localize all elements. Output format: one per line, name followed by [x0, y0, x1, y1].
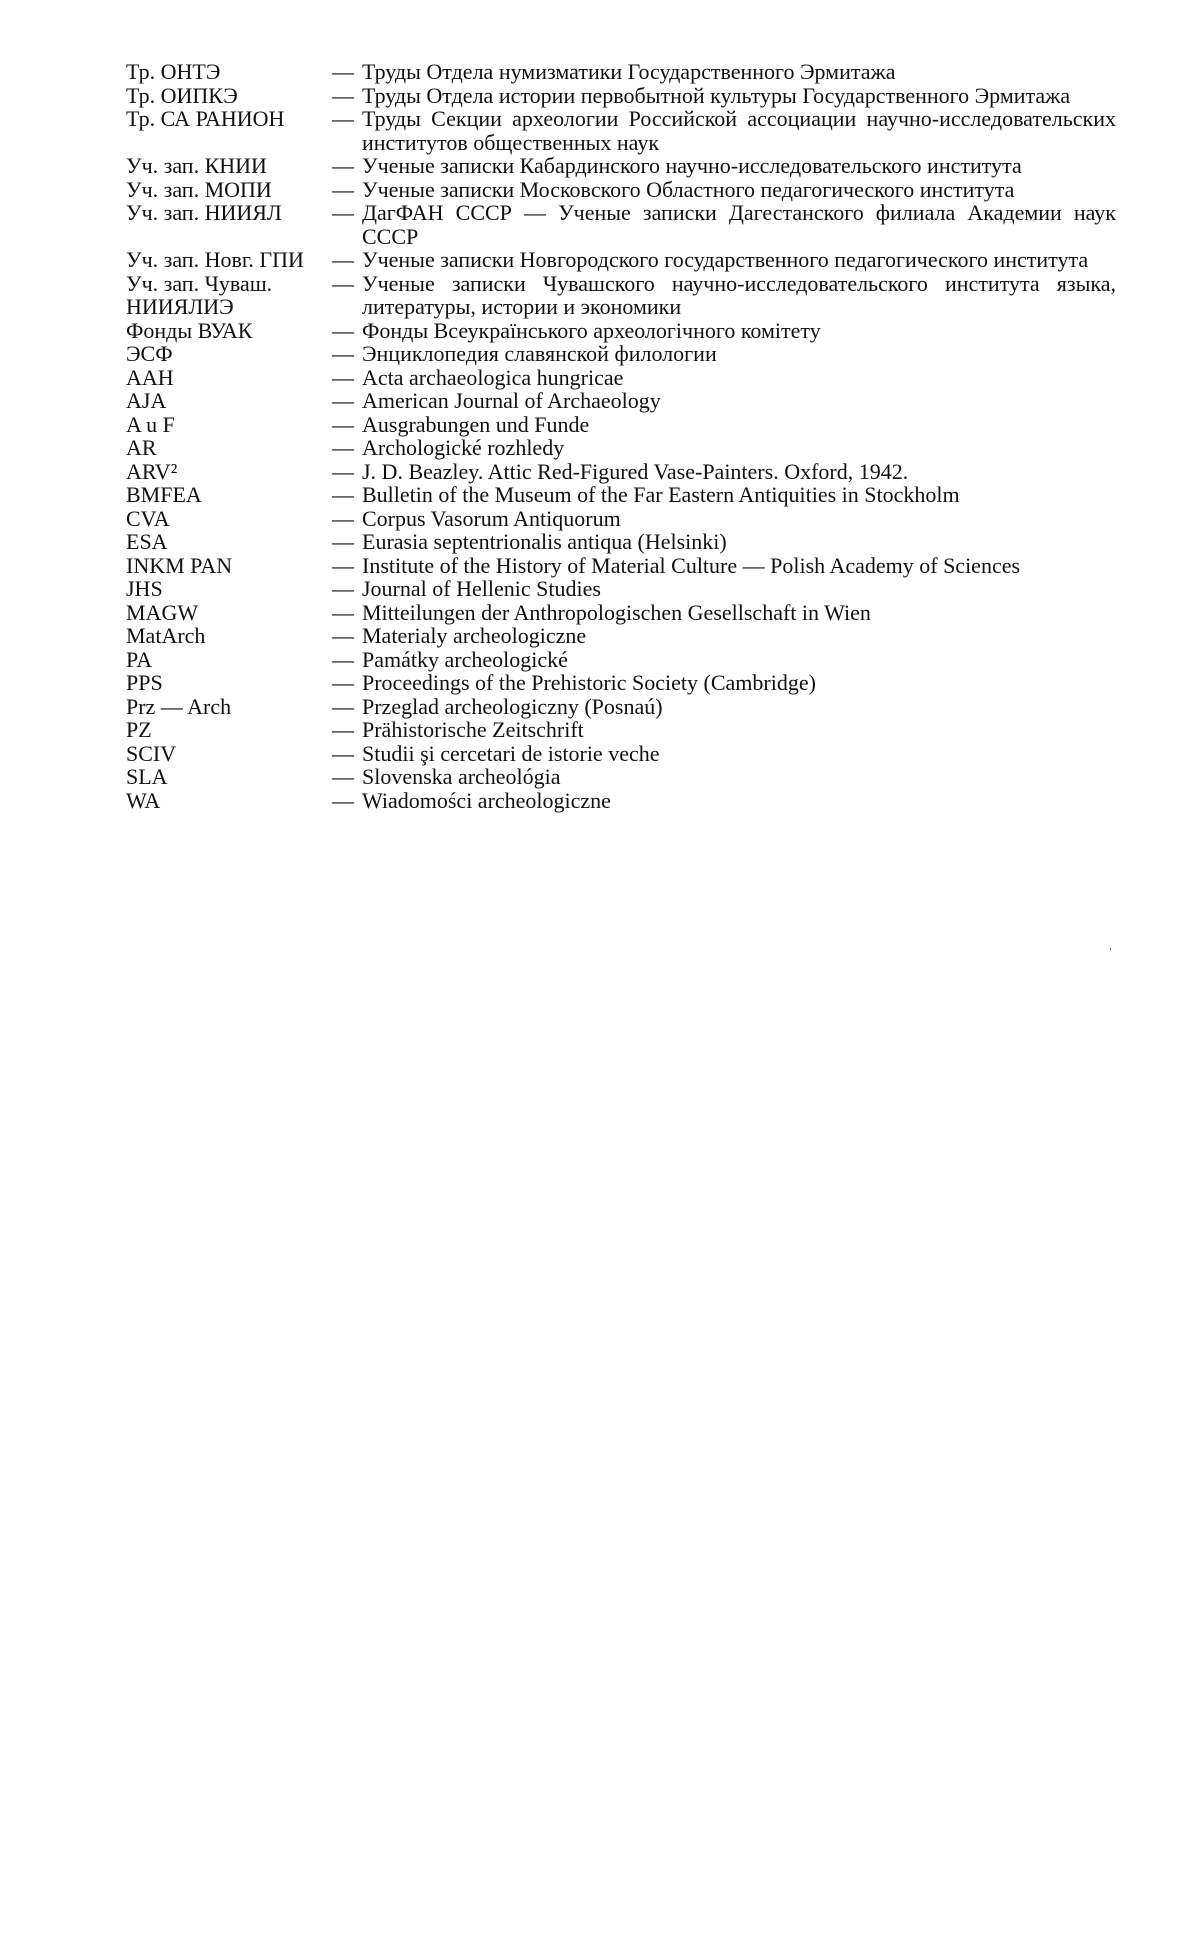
list-item: [126, 742, 1116, 766]
separator-dash: —: [332, 388, 354, 413]
abbreviation-description: Eurasia septentrionalis antiqua (Helsinki): [362, 529, 727, 554]
abbreviation: INKM PAN: [126, 552, 233, 578]
separator-dash: —: [332, 693, 354, 719]
abbreviation: BMFEA: [126, 482, 202, 507]
abbreviation: ARV²: [126, 458, 178, 484]
separator-dash: —: [332, 247, 354, 272]
abbreviation: Уч. зап. КНИИ: [126, 153, 267, 178]
list-item: [126, 272, 1116, 319]
separator-dash: —: [332, 670, 354, 695]
list-item: [126, 436, 1116, 460]
list-item: [126, 342, 1116, 366]
abbreviation-description: American Journal of Archaeology: [362, 388, 661, 413]
list-item: [126, 648, 1116, 672]
abbreviation-description: Труды Секции археологии Российской ассоциации научно-исследовательских институтов общественных наук: [362, 106, 1116, 155]
separator-dash: —: [332, 270, 354, 296]
list-item: [126, 154, 1116, 178]
abbreviation-description: Ученые записки Кабардинского научно-исследовательского института: [362, 153, 1022, 178]
abbreviation-description: Фонды Всеукраїнського археологічного комітету: [362, 317, 821, 343]
separator-dash: —: [332, 787, 354, 813]
abbreviation: Prz — Arch: [126, 693, 232, 719]
abbreviation: AJA: [126, 388, 167, 413]
list-item: [126, 84, 1116, 108]
list-item: [126, 601, 1116, 625]
abbreviation-description: Wiadomości archeologiczne: [362, 787, 611, 813]
abbreviation-description: Mitteilungen der Anthropologischen Gesellschaft in Wien: [362, 599, 871, 625]
list-item: [126, 718, 1116, 742]
list-item: [126, 483, 1116, 507]
separator-dash: —: [332, 482, 354, 507]
abbreviation: PPS: [126, 670, 163, 695]
abbreviation: MatArch: [126, 623, 206, 648]
abbreviation-description: Ученые записки Новгородского государственного педагогического института: [362, 247, 1089, 272]
list-item: [126, 507, 1116, 531]
list-item: [126, 366, 1116, 390]
abbreviation: PA: [126, 646, 153, 672]
abbreviation: Тр. ОНТЭ: [126, 59, 221, 84]
abbreviation-description: Proceedings of the Prehistoric Society (Cambridge): [362, 670, 816, 695]
separator-dash: —: [332, 646, 354, 672]
list-item: [126, 671, 1116, 695]
abbreviation-description: ДагФАН СССР — Ученые записки Дагестанского филиала Академии наук СССР: [362, 200, 1116, 249]
abbreviation: Уч. зап. НИИЯЛ: [126, 200, 282, 225]
abbreviation: Уч. зап. Чуваш. НИИЯЛИЭ: [126, 270, 273, 319]
abbreviation-description: Památky archeologické: [362, 646, 568, 672]
abbreviation: ЭСФ: [126, 341, 173, 366]
separator-dash: —: [332, 599, 354, 625]
abbreviation-description: Prähistorische Zeitschrift: [362, 717, 584, 742]
abbreviation-description: Труды Отдела истории первобытной культуры Государственного Эрмитажа: [362, 82, 1071, 108]
abbreviation: SCIV: [126, 740, 177, 766]
separator-dash: —: [332, 82, 354, 108]
separator-dash: —: [332, 341, 354, 366]
abbreviation-description: Труды Отдела нумизматики Государственного Эрмитажа: [362, 59, 896, 84]
list-item: [126, 201, 1116, 248]
list-item: [126, 248, 1116, 272]
abbreviation: Уч. зап. Новг. ГПИ: [126, 247, 304, 272]
list-item: [126, 624, 1116, 648]
separator-dash: —: [332, 59, 354, 84]
list-item: [126, 319, 1116, 343]
abbreviation-description: Institute of the History of Material Culture — Polish Academy of Sciences: [362, 552, 1021, 578]
separator-dash: —: [332, 106, 354, 131]
separator-dash: —: [332, 458, 354, 484]
abbreviation-description: Materialy archeologiczne: [362, 623, 587, 648]
abbreviation: WA: [126, 787, 161, 813]
list-item: [126, 789, 1116, 813]
abbreviation-description: Bulletin of the Museum of the Far Eastern Antiquities in Stockholm: [362, 482, 960, 507]
abbreviation-description: Archologické rozhledy: [362, 435, 565, 460]
abbreviation: CVA: [126, 505, 170, 531]
abbreviation-description: Przeglad archeologiczny (Posnaú): [362, 693, 663, 719]
separator-dash: —: [332, 505, 354, 531]
abbreviation-description: Journal of Hellenic Studies: [362, 576, 601, 601]
abbreviation: PZ: [126, 717, 152, 742]
abbreviation-description: Slovenska archeológia: [362, 764, 561, 789]
separator-dash: —: [332, 176, 354, 202]
abbreviation-description: Corpus Vasorum Antiquorum: [362, 505, 621, 531]
list-item: [126, 577, 1116, 601]
list-item: [126, 554, 1116, 578]
abbreviation-description: Studii şi cercetari de istorie veche: [362, 740, 660, 766]
separator-dash: —: [332, 552, 354, 578]
abbreviation: AR: [126, 435, 157, 460]
separator-dash: —: [332, 764, 354, 789]
separator-dash: —: [332, 364, 354, 390]
scan-speck: [1110, 948, 1111, 950]
abbreviation-description: J. D. Beazley. Attic Red-Figured Vase-Painters. Oxford, 1942.: [362, 458, 909, 484]
list-item: [126, 107, 1116, 154]
abbreviation-description: Ausgrabungen und Funde: [362, 411, 590, 437]
separator-dash: —: [332, 435, 354, 460]
abbreviation-description: Ученые записки Чувашского научно-исследовательского института языка, литературы, истории и экономики: [362, 270, 1116, 319]
abbreviation-description: Энциклопедия славянской филологии: [362, 341, 717, 366]
separator-dash: —: [332, 153, 354, 178]
list-item: [126, 530, 1116, 554]
list-item: [126, 695, 1116, 719]
list-item: [126, 460, 1116, 484]
abbreviation: AAH: [126, 364, 174, 390]
abbreviation: SLA: [126, 764, 168, 789]
abbreviation: Уч. зап. МОПИ: [126, 176, 272, 202]
list-item: [126, 178, 1116, 202]
abbreviation: MAGW: [126, 599, 199, 625]
list-item: [126, 413, 1116, 437]
list-item: [126, 60, 1116, 84]
abbreviation-list: [126, 60, 1116, 812]
separator-dash: —: [332, 317, 354, 343]
separator-dash: —: [332, 740, 354, 766]
list-item: [126, 765, 1116, 789]
separator-dash: —: [332, 411, 354, 437]
separator-dash: —: [332, 200, 354, 225]
separator-dash: —: [332, 717, 354, 742]
list-item: [126, 389, 1116, 413]
abbreviation: ESA: [126, 529, 168, 554]
abbreviation: Фонды ВУАК: [126, 317, 253, 343]
abbreviation-description: Ученые записки Московского Областного педагогического института: [362, 176, 1015, 202]
abbreviation: JHS: [126, 576, 163, 601]
abbreviation-description: Acta archaeologica hungricae: [362, 364, 624, 390]
abbreviation: Тр. ОИПКЭ: [126, 82, 238, 108]
separator-dash: —: [332, 623, 354, 648]
abbreviation: A u F: [126, 411, 175, 437]
abbreviation: Тр. СА РАНИОН: [126, 106, 285, 131]
separator-dash: —: [332, 529, 354, 554]
separator-dash: —: [332, 576, 354, 601]
